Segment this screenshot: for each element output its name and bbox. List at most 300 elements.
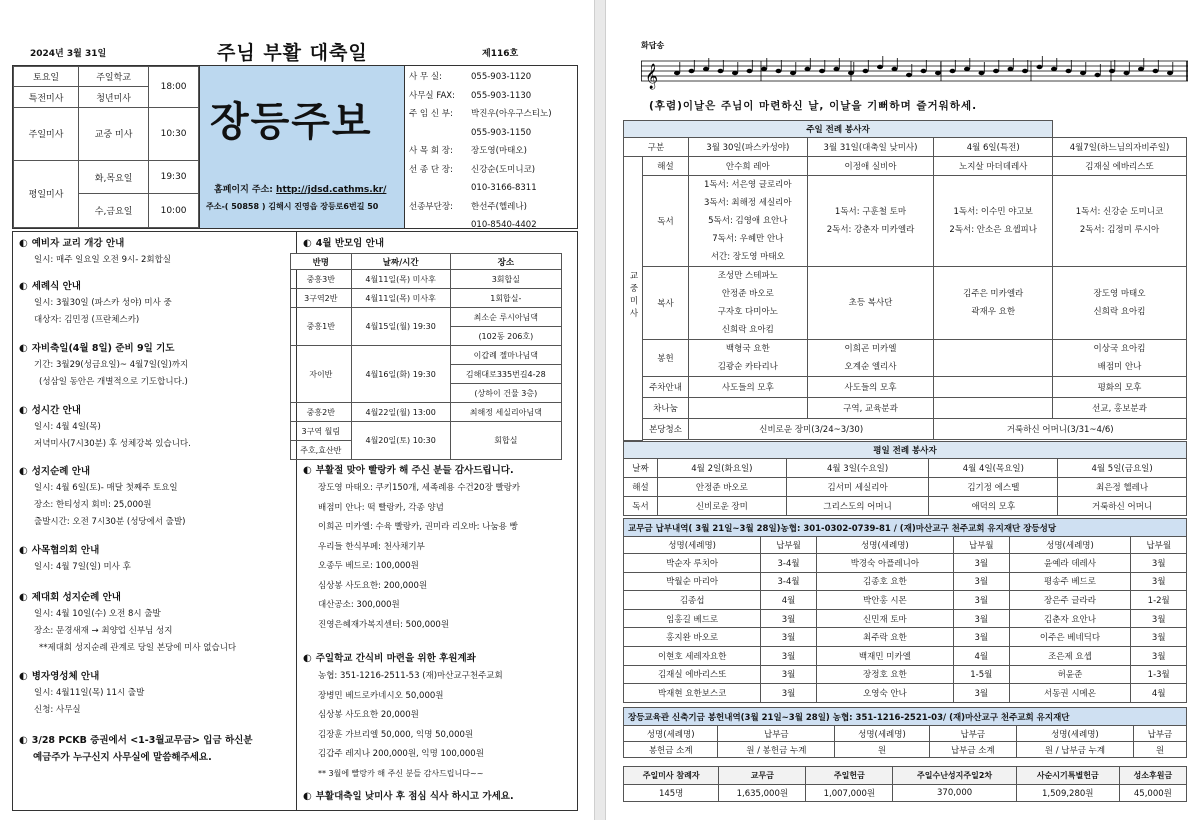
cell-line: 조성만 스테파노 [717,271,778,281]
table-cell: 3월 [954,572,1009,591]
table-cell: 박재현 요한보스코 [624,684,761,703]
table-cell: 4월 3일(수요일) [786,459,929,478]
note-head [1095,73,1101,77]
table-cell: 윤예라 데레사 [1009,554,1131,573]
table-cell: 박월순 마리아 [624,572,761,591]
note-head [790,71,796,75]
bullet-icon: ◐ [19,592,28,603]
table-cell: 3월 [761,609,816,628]
table-cell: 3월 31일(대축일 낮미사) [807,138,934,157]
table-cell: 김서미 세실리아 [786,478,929,497]
totals-table [623,766,1187,802]
table-cell: 중흥1반 [291,308,352,346]
table-cell: 3회합실 [450,270,561,289]
table-cell: 4월20일(토) 10:30 [351,422,450,460]
sunday-servers-table [623,120,1187,441]
building-fund-table [623,707,1187,758]
table-cell: 4월 [1131,684,1187,703]
note-head [1022,69,1028,73]
note-head [703,67,709,71]
table-cell: 3월 [1131,609,1187,628]
note-head [950,69,956,73]
table-cell: 홍지완 바오로 [624,628,761,647]
contact-value: 055-903-1150 [471,127,532,138]
table-cell: 사도들의 모후 [807,377,934,398]
table-cell: 3월 [1131,572,1187,591]
notice-title: 병자영성체 안내 [31,671,100,682]
notice-title: 3/28 PCKB 증권에서 <1-3월교무금> 입금 하신분 [31,735,253,746]
right-page [605,0,1200,820]
table-cell: 4월16일(화) 19:30 [351,346,450,403]
table-cell: 김재실 에바리스또 [624,665,761,684]
side-label: 교중미사 [628,270,638,321]
notice-line: 이희곤 미카엘: 수육 빨랑카, 권미라 리오바: 나눔용 빵 [318,522,518,532]
table-cell: (상하이 건물 3층) [450,384,561,403]
treble-clef-icon: 𝄞 [645,64,659,89]
table-cell: 4월 [954,646,1009,665]
note-head [964,67,970,71]
notice-line: 기간: 3월29(성금요일)~ 4월7일(일)까지 [34,360,189,370]
table-cell: 4월 [761,591,816,610]
table-cell: 145명 [624,785,719,802]
column-header: 장소 [450,254,561,270]
notice-council [19,542,131,576]
psalm-label: 화답송 [641,41,665,50]
note-head [1153,69,1159,73]
notice-line: 우리들 한식부페: 천사채기부 [318,541,425,552]
cell: 특전미사 [14,87,79,107]
cell-line: 신희락 요아킴 [721,325,774,335]
notice-line: 심상봉 사도요한 20,000원 [318,710,419,720]
table-title: 평일 전례 봉사자 [624,442,1187,459]
weekday-servers-table [623,441,1187,516]
homepage-label: 홈페이지 주소: [214,185,273,195]
table-cell [807,176,934,267]
table-cell: 김종섭 [624,591,761,610]
table-cell: 성명(세례명) [1009,537,1131,554]
notice-title-line2: 예금주가 누구신지 사무실에 말씀해주세요. [33,752,212,763]
issue-date: 2024년 3월 31일 [30,49,107,59]
table-cell: 납부월 [954,537,1009,554]
table-cell: 1-2월 [1131,591,1187,610]
page-title: 주님 부활 대축일 [217,42,368,64]
psalm-refrain: (후렴)이날은 주님이 마련하신 날, 이날을 기뻐하며 즐거워하세. [649,100,978,112]
table-cell: 3월 [954,684,1009,703]
bullet-icon: ◐ [19,671,28,682]
table-cell: 신비로운 장미(3/24~3/30) [689,419,934,440]
table-cell: 4월7일(하느님의자비주일) [1053,138,1187,157]
note-head [906,73,912,77]
table-cell: 최은정 헬레나 [1058,478,1187,497]
table-cell: 3월 [761,646,816,665]
table-cell: 선교, 홍보분과 [1053,398,1187,419]
cell-line: 2독서: 김정미 루시아 [1079,225,1160,235]
table-cell: 성명(세례명) [835,726,929,742]
homepage-link[interactable]: http://jdsd.cathms.kr/ [276,185,387,195]
note-head [819,69,825,73]
table-cell: 3구역 월림 [291,422,352,441]
table-cell: 김종호 요한 [816,572,953,591]
cell-line: 이상국 요아킴 [1093,344,1146,354]
table-cell: 해설 [643,157,689,176]
cell-line: 김광순 카타리나 [717,362,778,372]
bullet-icon: ◐ [303,465,312,476]
table-cell: 이정애 실비아 [807,157,934,176]
notice-line: 대산공소: 300,000원 [318,600,400,610]
table-cell: 주일미사 참례자 [624,767,719,785]
column-header: 구분 [624,138,689,157]
table-cell: 박안홍 시몬 [816,591,953,610]
table-cell: 조은제 요셉 [1009,646,1131,665]
notice-title: 세례식 안내 [31,281,81,292]
notice-line: 장소: 문경새재 → 최양업 신부님 성지 [34,626,173,636]
table-cell: 박경숙 아플레니아 [816,554,953,573]
cell-line: 초등 복사단 [848,298,893,308]
cell-line: 신희락 요아킴 [1093,307,1146,317]
table-cell: 봉헌금 소계 [624,742,718,758]
notice-altar-pilgrimage [19,589,236,657]
notice-snack [303,650,575,782]
contact-row [409,87,577,106]
table-cell: (102동 206호) [450,327,561,346]
table-cell: 서동권 시메온 [1009,684,1131,703]
column-header: 반명 [291,254,352,270]
left-page [0,0,595,820]
table-cell: 45,000원 [1119,785,1186,802]
table-cell: 성명(세례명) [1016,726,1133,742]
cell: 18:00 [149,67,199,108]
table-cell: 교무금 [719,767,806,785]
cell: 19:30 [149,160,199,194]
table-cell: 안정준 바오로 [658,478,787,497]
table-cell: 성명(세례명) [816,537,953,554]
table-cell: 4월 4일(목요일) [929,459,1058,478]
table-cell: 4월15일(월) 19:30 [351,308,450,346]
table-cell: 본당청소 [643,419,689,440]
table-cell: 신비로운 장미 [658,497,787,516]
notice-baptism [19,278,172,329]
parish-banner [199,66,405,228]
contact-label: 사 무 실: [409,72,442,82]
notice-line: 진영은혜재가복지센터: 500,000원 [318,619,450,630]
contact-label: 주 임 신 부: [409,109,453,119]
contact-value: 신강순(도미니코) [471,164,536,175]
table-cell: 납부월 [1131,537,1187,554]
table-cell: 봉헌 [643,340,689,377]
notice-title: 사목협의회 안내 [31,545,100,556]
note-head [993,69,999,73]
contact-row [409,198,577,217]
cell-line: 1독서: 신강순 도미니코 [1075,207,1164,217]
cell: 토요일 [14,67,79,87]
note-head [674,71,680,75]
parish-address: 주소-( 50858 ) 김해시 진영읍 장등로6번길 50 [206,202,379,211]
table-cell: 최해정 세실리아님댁 [450,403,561,422]
cell-line: 서간: 장도영 마태오 [710,252,785,262]
table-cell: 납부금 [929,726,1016,742]
note-head [979,71,985,75]
table-cell: 허윤준 [1009,665,1131,684]
table-cell [1053,267,1187,340]
cell-line: 5독서: 김영애 요안나 [708,216,788,226]
bullet-icon: ◐ [19,545,28,556]
bullet-icon: ◐ [19,735,28,746]
note-head [863,69,869,73]
cell: 주일미사 [14,107,79,160]
notice-lunch [303,788,514,805]
table-cell: 장정호 요한 [816,665,953,684]
notice-line: (성삼일 동안은 개별적으로 기도합니다.) [39,377,188,387]
table-cell: 1회합실- [450,289,561,308]
note-head [1008,67,1014,71]
contact-value: 010-3166-8311 [471,183,537,193]
table-cell: 3월 [761,684,816,703]
table-cell: 노지살 마더데레사 [934,157,1053,176]
table-cell: 3월 [954,609,1009,628]
contact-label: 선종부단장: [409,201,453,212]
table-cell [934,398,1053,419]
table-cell [689,267,808,340]
table-cell: 4월 5일(금요일) [1058,459,1187,478]
table-cell: 거룩하신 어머니(3/31~4/6) [934,419,1187,440]
cell-line: 오계순 엘리사 [844,362,897,372]
table-cell: 1,509,280원 [1016,785,1119,802]
table-cell [934,340,1053,377]
cell-line: 1독서: 서은영 글로리아 [704,180,792,190]
table-cell: 이현호 세레자요한 [624,646,761,665]
table-cell: 3구역2반 [291,289,352,308]
notice-holy-hour [19,402,191,453]
notice-title: 성시간 안내 [31,405,81,416]
cell-line: 안정준 바오로 [721,289,774,299]
table-cell: 납부금 [1133,726,1186,742]
table-cell: 독서 [624,497,658,516]
table-cell: 중흥3반 [291,270,352,289]
note-head [1066,69,1072,73]
notice-line: 일시: 4월 7일(일) 미사 후 [34,562,131,572]
notice-line: 장소: 한티성지 회비: 25,000원 [34,500,152,510]
notice-title: 제대회 성지순례 안내 [31,592,121,603]
table-cell: 3월 [954,554,1009,573]
table-cell: 3월 [1131,628,1187,647]
note-head [732,71,738,75]
bullet-icon: ◐ [303,791,312,802]
bullet-icon: ◐ [303,653,312,664]
note-head [921,69,927,73]
issue-number: 제116호 [482,49,519,59]
table-cell: 중흥2반 [291,403,352,422]
notice-line: 장도영 마태오: 쿠키150개, 세족례용 수건20장 빨랑카 [318,483,521,493]
table-cell: 납부금 [718,726,835,742]
contact-row [409,161,577,180]
table-cell: 자이반 [291,346,352,403]
page-gutter [595,0,605,820]
cell: 10:00 [149,194,199,228]
contact-value: 055-903-1120 [471,72,532,82]
cell-line: 2독서: 안소은 요셉피나 [949,225,1037,235]
homepage-line [214,182,386,195]
table-cell: 임홍길 베드로 [624,609,761,628]
table-cell: 독서 [643,176,689,267]
table-cell: 3월 [954,591,1009,610]
notice-line: 일시: 4월11일(목) 11시 출발 [34,688,145,698]
table-cell [934,176,1053,267]
cell-line: 곽재우 요한 [971,307,1016,317]
table-cell: 해설 [624,478,658,497]
group-meeting-table [290,253,562,460]
table-cell: 납부금 소계 [929,742,1016,758]
table-cell: 1,007,000원 [806,785,893,802]
notice-line: 김갑주 레지나 200,000원, 익명 100,000원 [318,749,484,759]
table-cell: 3월 [1131,554,1187,573]
table-cell: 성명(세례명) [624,537,761,554]
note-head [892,67,898,71]
cell-line: 7독서: 우혜만 안나 [712,234,784,244]
notice-line: 일시: 3월30일 (파스카 성야) 미사 중 [34,298,172,308]
notice-sick-communion [19,668,144,719]
contact-label: 사무실 FAX: [409,90,455,101]
table-cell: 주일헌금 [806,767,893,785]
table-cell: 이주은 베네딕다 [1009,628,1131,647]
table-cell: 회합실 [450,422,561,460]
notice-title: 부활절 맞아 빨랑카 해 주신 분들 감사드립니다. [315,465,514,476]
note-head [1037,65,1043,69]
side-label-cell [624,157,643,441]
table-title: 장등교육관 신축기금 봉헌내역(3월 21일~3월 28일) 농협: 351-1216-2521-03/ (재)마산교구 천주교회 유지재단 [624,708,1187,726]
cell: 청년미사 [79,87,149,107]
note-head [805,67,811,71]
table-cell [934,377,1053,398]
note-head [877,65,883,69]
table-cell: 4월 6일(특전) [934,138,1053,157]
table-cell: 주차안내 [643,377,689,398]
table-cell: 그리스도의 어머니 [786,497,929,516]
table-cell: 370,000 [893,785,1016,802]
note-head [718,69,724,73]
table-cell: 원 [1133,742,1186,758]
contact-label: 선 종 단 장: [409,164,453,175]
cell-line: 2독서: 강춘자 미카엘라 [826,225,915,235]
table-cell: 4월 2일(화요일) [658,459,787,478]
cell-line: 김주은 미카엘라 [963,289,1024,299]
table-cell [807,267,934,340]
table-cell: 3월 [954,628,1009,647]
bullet-icon: ◐ [19,405,28,416]
table-cell: 주일수난성지주일2차 [893,767,1016,785]
notice-line: **제대회 성지순례 관계로 당일 본당에 미사 없습니다 [39,643,237,653]
table-cell: 4월11일(목) 미사후 [351,270,450,289]
notice-line: 일시: 4월 6일(토)- 매달 첫째주 토요일 [34,483,178,493]
table-cell: 원 / 납부금 누계 [1016,742,1133,758]
contact-row [409,105,577,124]
table-cell: 김재실 에바리스또 [1053,157,1187,176]
table-cell: 성명(세례명) [624,726,718,742]
cell: 평일미사 [14,160,79,227]
notice-line: 배점미 안나: 떡 빨랑카, 각종 양념 [318,502,444,513]
table-cell [1053,340,1187,377]
cell-line: 이희곤 미카엘 [844,344,897,354]
notice-line: 일시: 매주 일요일 오전 9시- 2회합실 [34,255,172,265]
table-cell: 납부월 [761,537,816,554]
table-cell: 사순시기특별헌금 [1016,767,1119,785]
note-head [1124,71,1130,75]
notice-line: 심상봉 사도요한: 200,000원 [318,580,428,591]
bullet-icon: ◐ [19,466,28,477]
cell-line: 1독서: 이수민 야고보 [953,207,1033,217]
table-cell: 1-3월 [1131,665,1187,684]
notice-line: 저녁미사(7시30분) 후 성체강복 있습니다. [34,439,191,449]
notice-thanks [303,462,575,635]
notice-title: 주일학교 간식비 마련을 위한 후원계좌 [315,653,476,664]
notice-line: 대상자: 김민정 (프란체스카) [34,315,140,325]
table-title: 주일 전례 봉사자 [624,121,1053,138]
notice-title: 자비축일(4월 8일) 준비 9일 기도 [31,343,175,354]
notice-title: 부활대축일 낮미사 후 점심 식사 하시고 가세요. [315,791,514,802]
contact-row [409,142,577,161]
table-cell: 3-4월 [761,572,816,591]
notice-line: 농협: 351-1216-2511-53 (재)마산교구천주교회 [318,671,503,681]
table-cell [689,398,808,419]
table-cell [1053,176,1187,267]
notice-line: ** 3월에 빨랑카 해 주신 분들 감사드립니다~~ [318,768,484,778]
table-cell: 애덕의 모후 [929,497,1058,516]
table-cell: 박순자 루치아 [624,554,761,573]
notice-line: 일시: 4월 4일(목) [34,422,101,432]
bullet-icon: ◐ [19,343,28,354]
notice-line: 일시: 4월 10일(수) 오전 8시 출발 [34,609,161,619]
cell-line: 구자호 다미아노 [717,307,778,317]
note-head [935,71,941,75]
notice-line: 신청: 사무실 [34,705,81,715]
note-head [776,69,782,73]
cell-line: 백형국 요한 [725,344,770,354]
table-cell: 김기정 에스뗄 [929,478,1058,497]
table-cell: 신민재 토마 [816,609,953,628]
table-cell: 원 / 봉헌금 누계 [718,742,835,758]
cell-line: 배점미 안나 [1097,362,1142,372]
notice-title: 예비자 교리 개강 안내 [31,238,125,249]
table-cell: 평송주 베드로 [1009,572,1131,591]
notice-pilgrimage [19,463,185,531]
parish-name: 장등주보 [210,98,373,145]
table-cell: 이갑례 젤마나님댁 [450,346,561,365]
contact-row [409,179,577,198]
table-cell: 3월 30일(파스카성야) [689,138,808,157]
table-cell: 1,635,000원 [719,785,806,802]
bulletin-header [12,36,580,62]
table-cell: 3월 [761,628,816,647]
note-head [761,67,767,71]
table-cell: 3-4월 [761,554,816,573]
table-cell: 차나눔 [643,398,689,419]
notice-line: 출발시간: 오전 7시30분 (성당에서 출발) [34,517,186,527]
bullet-icon: ◐ [19,238,28,249]
table-cell: 원 [835,742,929,758]
table-cell [807,340,934,377]
note-head [1138,67,1144,71]
contact-row [409,124,577,143]
table-cell: 김춘자 요안나 [1009,609,1131,628]
contact-value: 박진우(아우구스티노) [471,109,552,119]
column-header: 날짜/시간 [351,254,450,270]
table-cell: 4월22일(월) 13:00 [351,403,450,422]
cell-line: 1독서: 구훈철 토마 [834,207,907,217]
cell-line: 장도영 마태오 [1093,289,1146,299]
note-head [1109,69,1115,73]
table-cell: 최소순 루시아님댁 [450,308,561,327]
notice-line: 김장훈 가브리엘 50,000, 익명 50,000원 [318,729,474,740]
table-cell: 안수희 레아 [689,157,808,176]
